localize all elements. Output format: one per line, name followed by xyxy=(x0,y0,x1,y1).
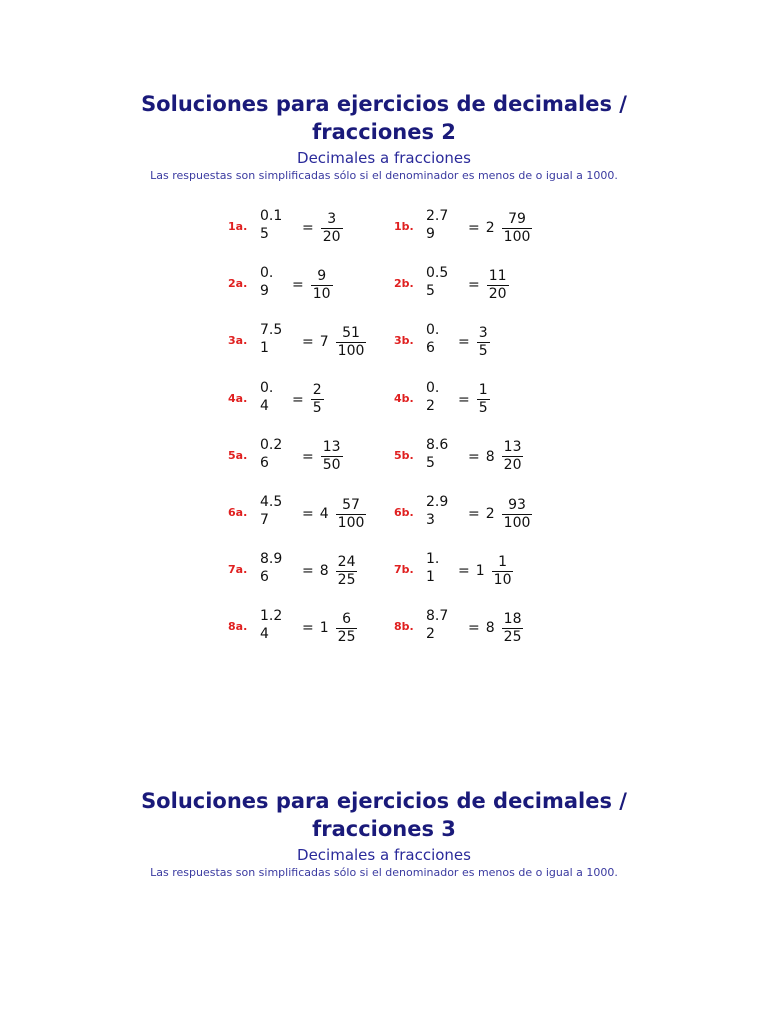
equals-sign: = xyxy=(468,448,480,465)
numerator: 57 xyxy=(342,496,360,513)
section-2-subtitle: Decimales a fracciones xyxy=(297,846,471,864)
decimal-top: 0. xyxy=(426,322,440,339)
exercise-label: 8b. xyxy=(394,620,414,634)
exercise-label: 6a. xyxy=(228,506,248,519)
answer xyxy=(458,377,490,423)
fraction xyxy=(502,439,524,474)
decimal-value xyxy=(260,550,294,586)
answer xyxy=(292,262,333,308)
numerator: 51 xyxy=(342,324,360,341)
denominator: 50 xyxy=(322,457,341,474)
exercise-label: 2b. xyxy=(394,277,414,291)
denominator: 100 xyxy=(503,228,531,245)
decimal-value xyxy=(426,607,460,643)
equals-sign: = xyxy=(468,620,480,637)
equals-sign: = xyxy=(302,620,314,637)
decimal-value xyxy=(260,493,294,529)
answer xyxy=(302,205,343,251)
decimal-value xyxy=(260,607,294,643)
decimal-top: 4.5 xyxy=(260,494,283,510)
decimal-value xyxy=(426,436,460,472)
denominator: 5 xyxy=(478,342,488,359)
section-1-title-line-2: fracciones 2 xyxy=(312,120,456,144)
answer xyxy=(302,491,366,537)
denominator: 10 xyxy=(493,571,512,588)
fraction xyxy=(502,611,524,646)
decimal-top: 0. xyxy=(260,265,274,282)
answer xyxy=(468,605,523,651)
whole-number: 1 xyxy=(475,563,485,580)
fraction xyxy=(336,611,358,646)
denominator: 100 xyxy=(337,514,365,531)
answer xyxy=(468,205,532,251)
section-1-header xyxy=(0,90,768,183)
decimal-bottom: 4 xyxy=(260,626,269,643)
equals-sign: = xyxy=(458,391,470,408)
fraction xyxy=(311,268,333,303)
numerator: 11 xyxy=(488,267,507,284)
equals-sign: = xyxy=(468,220,480,236)
equals-sign: = xyxy=(292,391,304,408)
whole-number: 8 xyxy=(485,448,495,465)
fraction xyxy=(336,554,358,589)
decimal-top: 1. xyxy=(426,551,440,568)
equals-sign: = xyxy=(458,563,470,580)
decimal-top: 2.7 xyxy=(426,208,449,224)
whole-number: 2 xyxy=(485,506,495,522)
exercise-label: 2a. xyxy=(228,277,248,291)
numerator: 1 xyxy=(478,382,488,399)
fraction xyxy=(321,211,343,246)
equals-sign: = xyxy=(458,334,470,351)
fraction xyxy=(487,268,509,303)
answer xyxy=(468,491,532,537)
decimal-value xyxy=(426,264,460,300)
equals-sign: = xyxy=(468,506,480,522)
numerator: 13 xyxy=(322,439,341,456)
fraction xyxy=(336,497,367,532)
numerator: 93 xyxy=(508,496,526,513)
exercise-label: 5b. xyxy=(394,448,414,462)
fraction xyxy=(492,554,514,589)
decimal-bottom: 6 xyxy=(260,454,269,471)
answer xyxy=(458,319,490,365)
section-2-note: Las respuestas son simplificadas sólo si el denominador es menos de o igual a 1000. xyxy=(150,866,618,879)
denominator: 20 xyxy=(488,285,507,302)
whole-number: 8 xyxy=(319,563,329,580)
whole-number: 1 xyxy=(319,620,329,637)
numerator: 18 xyxy=(503,610,522,627)
denominator: 100 xyxy=(337,342,365,359)
equals-sign: = xyxy=(302,506,314,522)
decimal-top: 0. xyxy=(260,379,274,396)
denominator: 5 xyxy=(312,400,322,417)
decimal-top: 8.6 xyxy=(426,436,449,453)
exercise-label: 6b. xyxy=(394,506,414,519)
decimal-bottom: 9 xyxy=(426,226,435,242)
answer xyxy=(292,377,324,423)
answer xyxy=(302,605,357,651)
denominator: 25 xyxy=(337,571,356,588)
decimal-value xyxy=(426,321,460,357)
exercise-label: 7a. xyxy=(228,563,248,577)
numerator: 9 xyxy=(317,267,327,284)
decimal-top: 8.7 xyxy=(426,608,449,625)
denominator: 20 xyxy=(322,228,341,245)
section-1-title-line-1: Soluciones para ejercicios de decimales / xyxy=(141,92,627,116)
decimal-top: 0. xyxy=(426,379,440,396)
section-2-title-line-2: fracciones 3 xyxy=(312,817,456,841)
denominator: 10 xyxy=(312,285,331,302)
answer xyxy=(302,434,343,480)
exercise-label: 1a. xyxy=(228,220,248,233)
decimal-bottom: 5 xyxy=(426,283,435,300)
decimal-bottom: 7 xyxy=(260,512,269,528)
decimal-value xyxy=(426,207,460,243)
decimal-bottom: 2 xyxy=(426,397,435,414)
fraction xyxy=(502,211,533,246)
decimal-bottom: 2 xyxy=(426,626,435,643)
decimal-value xyxy=(260,207,294,243)
decimal-top: 8.9 xyxy=(260,551,283,568)
equals-sign: = xyxy=(302,220,314,236)
decimal-bottom: 4 xyxy=(260,397,269,414)
exercise-label: 7b. xyxy=(394,563,414,577)
decimal-value xyxy=(426,379,460,415)
whole-number: 7 xyxy=(319,334,329,351)
numerator: 1 xyxy=(498,553,508,570)
fraction xyxy=(336,325,367,360)
fraction xyxy=(311,382,324,417)
answer xyxy=(458,548,513,594)
section-2-header xyxy=(0,787,768,880)
denominator: 20 xyxy=(503,457,522,474)
exercise-label: 3b. xyxy=(394,334,414,348)
fraction xyxy=(321,439,343,474)
decimal-bottom: 6 xyxy=(426,340,435,357)
exercise-label: 1b. xyxy=(394,220,414,233)
whole-number: 4 xyxy=(319,506,329,522)
exercise-label: 5a. xyxy=(228,448,248,462)
denominator: 25 xyxy=(503,628,522,645)
exercise-label: 4b. xyxy=(394,391,414,405)
section-1-subtitle: Decimales a fracciones xyxy=(297,149,471,167)
section-2-title-line-1: Soluciones para ejercicios de decimales / xyxy=(141,789,627,813)
numerator: 6 xyxy=(342,610,352,627)
equals-sign: = xyxy=(302,448,314,465)
answer xyxy=(468,262,509,308)
exercise-label: 3a. xyxy=(228,334,248,348)
equals-sign: = xyxy=(292,277,304,294)
decimal-top: 1.2 xyxy=(260,608,283,625)
decimal-top: 0.2 xyxy=(260,436,283,453)
numerator: 3 xyxy=(327,210,337,227)
denominator: 5 xyxy=(478,400,488,417)
decimal-value xyxy=(426,550,460,586)
numerator: 24 xyxy=(337,553,356,570)
decimal-bottom: 9 xyxy=(260,283,269,300)
decimal-top: 0.5 xyxy=(426,265,449,282)
decimal-top: 0.1 xyxy=(260,208,283,224)
decimal-bottom: 5 xyxy=(426,454,435,471)
denominator: 25 xyxy=(337,628,356,645)
fraction xyxy=(502,497,533,532)
decimal-bottom: 6 xyxy=(260,569,269,586)
decimal-bottom: 1 xyxy=(260,340,269,357)
numerator: 13 xyxy=(503,439,522,456)
answer xyxy=(302,319,366,365)
fraction xyxy=(477,325,490,360)
decimal-value xyxy=(260,436,294,472)
denominator: 100 xyxy=(503,514,531,531)
decimal-bottom: 3 xyxy=(426,512,435,528)
whole-number: 8 xyxy=(485,620,495,637)
decimal-top: 7.5 xyxy=(260,322,283,339)
numerator: 79 xyxy=(508,210,526,227)
numerator: 2 xyxy=(312,382,322,399)
equals-sign: = xyxy=(302,334,314,351)
decimal-top: 2.9 xyxy=(426,494,449,510)
answer xyxy=(468,434,523,480)
exercise-label: 4a. xyxy=(228,391,248,405)
equals-sign: = xyxy=(468,277,480,294)
decimal-value xyxy=(260,379,294,415)
decimal-bottom: 5 xyxy=(260,226,269,242)
decimal-value xyxy=(260,264,294,300)
whole-number: 2 xyxy=(485,220,495,236)
equals-sign: = xyxy=(302,563,314,580)
decimal-bottom: 1 xyxy=(426,569,435,586)
answer xyxy=(302,548,357,594)
decimal-value xyxy=(426,493,460,529)
fraction xyxy=(477,382,490,417)
exercise-label: 8a. xyxy=(228,620,248,634)
section-1-note: Las respuestas son simplificadas sólo si el denominador es menos de o igual a 1000. xyxy=(150,169,618,182)
decimal-value xyxy=(260,321,294,357)
numerator: 3 xyxy=(478,324,488,341)
